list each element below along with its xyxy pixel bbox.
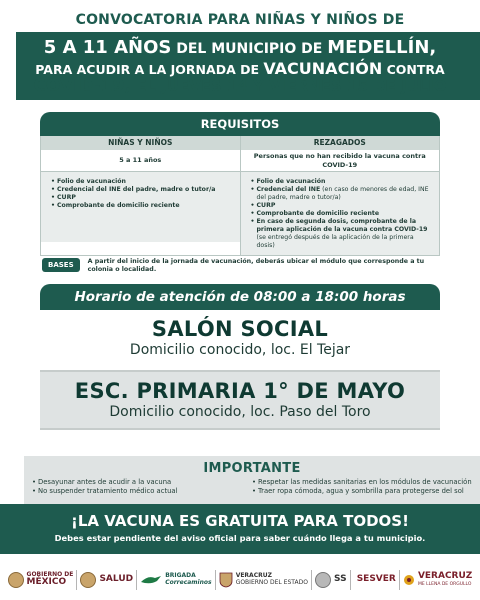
seal-icon: [315, 572, 331, 588]
col-subheader-rezagados: Personas que no han recibido la vacuna contra COVID-19: [241, 150, 440, 172]
logo-sesver: SESVER: [356, 574, 396, 585]
list-item: • Traer ropa cómoda, agua y sombrilla para protegerse del sol: [252, 487, 472, 496]
sede-address: Domicilio conocido, loc. El Tejar: [129, 342, 351, 358]
header-line-3-post: CONTRA: [382, 62, 445, 77]
requisitos-title: REQUISITOS: [40, 112, 440, 136]
divider: [311, 570, 312, 590]
logos-bar: [0, 560, 480, 600]
list-item: • En caso de segunda dosis, comprobante de la primera aplicación de la vacuna contra COVID-19 (se entregó después de la aplicación de la primera dosis): [251, 218, 434, 250]
list-ninos: [41, 172, 240, 242]
list-item: • Folio de vacunación: [51, 178, 234, 186]
list-item: • No suspender tratamiento médico actual: [32, 487, 252, 496]
city-name: MEDELLÍN,: [327, 37, 437, 58]
eagle-seal-icon: [80, 572, 96, 588]
importante-columns: [24, 476, 480, 496]
divider: [215, 570, 216, 590]
logo-gobierno-mexico: GOBIERNO DE MÉXICO: [8, 572, 74, 588]
bases-tag: BASES: [42, 258, 80, 272]
list-item: • Credencial del INE (en caso de menores de edad, INE del padre, madre o tutor/a): [251, 186, 434, 202]
list-item: • Desayunar antes de acudir a la vacuna: [32, 478, 252, 487]
sede-escuela-primaria: [40, 370, 440, 430]
gratuita-subtitle: Debes estar pendiente del aviso oficial para saber cuándo llega a tu municipio.: [54, 533, 426, 543]
list-item: • Comprobante de domicilio reciente: [51, 202, 234, 210]
sede-salon-social: [40, 317, 440, 358]
shield-icon: [219, 572, 233, 588]
header-line-1: CONVOCATORIA PARA NIÑAS Y NIÑOS DE: [75, 12, 405, 28]
list-item: • Credencial del INE del padre, madre o tutor/a: [51, 186, 234, 194]
header-line-4: [0, 76, 480, 96]
col-header-ninos: NIÑAS Y NIÑOS: [41, 136, 240, 150]
logo-veracruz-gobierno: VERACRUZ GOBIERNO DEL ESTADO: [219, 572, 308, 588]
importante-section: [24, 456, 480, 504]
sede-address: Domicilio conocido, loc. Paso del Toro: [109, 404, 371, 420]
list-item: • CURP: [251, 202, 434, 210]
importante-title: IMPORTANTE: [203, 461, 301, 476]
bases-text: A partir del inicio de la jornada de vacunación, deberás ubicar el módulo que corresponde a tu colonia o localidad.: [87, 258, 425, 274]
age-range: 5 A 11 AÑOS: [43, 37, 172, 58]
divider: [399, 570, 400, 590]
col-header-rezagados: REZAGADOS: [241, 136, 440, 150]
list-item: • Respetar las medidas sanitarias en los módulos de vacunación: [252, 478, 472, 487]
bases-section: [42, 258, 442, 274]
header-line-3-pre: PARA ACUDIR A LA JORNADA DE: [35, 62, 264, 77]
gratuita-title: ¡LA VACUNA ES GRATUITA PARA TODOS!: [71, 512, 409, 530]
requisitos-col-rezagados: [240, 136, 440, 255]
horario-banner: Horario de atención de 08:00 a 18:00 horas: [40, 284, 440, 310]
sede-name: SALÓN SOCIAL: [151, 317, 329, 341]
gratuita-banner: [0, 504, 480, 554]
logo-brigada-correcaminos: BRIGADA Correcaminos: [140, 573, 211, 587]
event-dates: EL JUEVES 14 Y VIERNES 15 DE JULIO: [130, 77, 447, 95]
importante-right: [252, 478, 472, 496]
divider: [350, 570, 351, 590]
requisitos-table: [40, 112, 440, 256]
roadrunner-icon: [140, 573, 162, 587]
importante-left: [32, 478, 252, 496]
divider: [76, 570, 77, 590]
list-rezagados: [241, 172, 440, 255]
flower-icon: [403, 573, 415, 587]
header-line-2: [16, 37, 464, 58]
vacunacion-word: VACUNACIÓN: [263, 59, 383, 78]
logo-salud: SALUD: [80, 572, 133, 588]
eagle-seal-icon: [8, 572, 24, 588]
covid-word: COVID-19,: [33, 76, 131, 96]
requisitos-col-ninos: [41, 136, 240, 255]
requisitos-columns: [40, 136, 440, 256]
logo-veracruz: VERACRUZ ME LLENA DE ORGULLO: [403, 572, 472, 589]
logo-ss: SS: [315, 572, 347, 588]
list-item: • Comprobante de domicilio reciente: [251, 210, 434, 218]
list-item: • Folio de vacunación: [251, 178, 434, 186]
sede-name: ESC. PRIMARIA 1° DE MAYO: [74, 379, 406, 403]
header-line-2-mid: DEL MUNICIPIO DE: [171, 41, 328, 57]
col-subheader-ninos: 5 a 11 años: [41, 150, 240, 172]
divider: [136, 570, 137, 590]
list-item: • CURP: [51, 194, 234, 202]
